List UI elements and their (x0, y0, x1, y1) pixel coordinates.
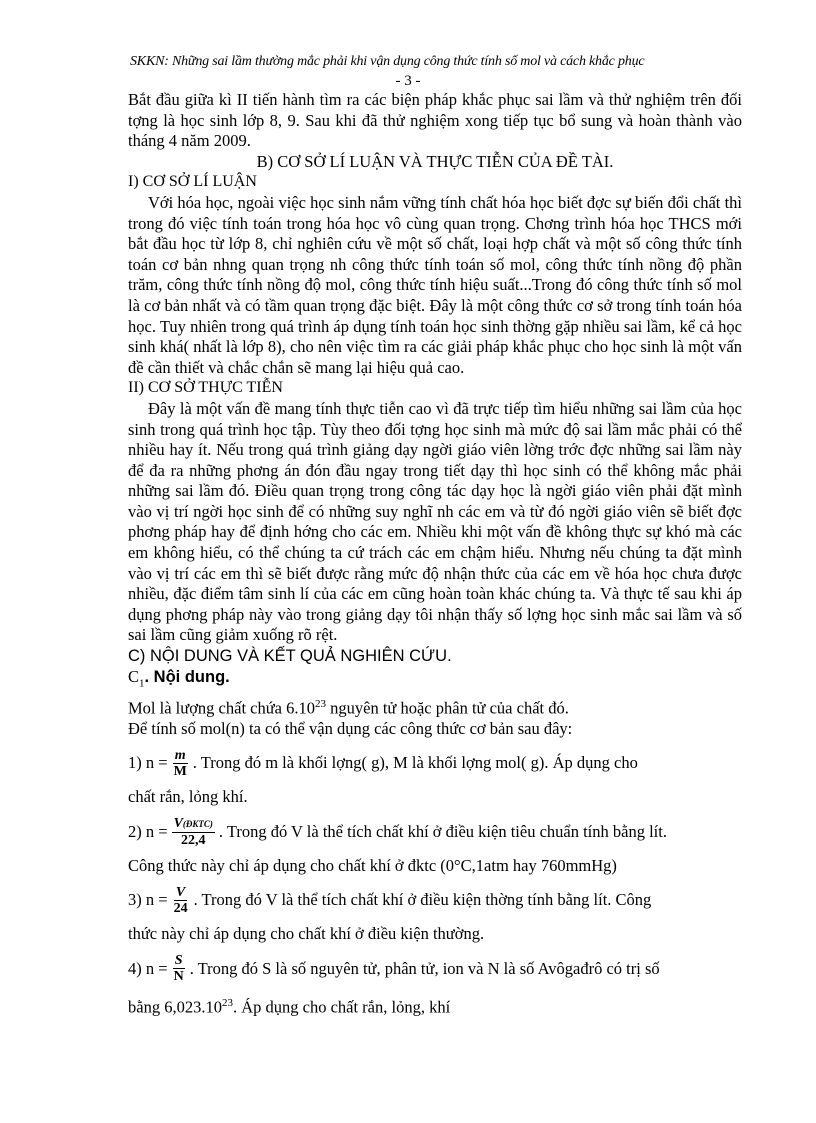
formula-1-lhs: 1) n = (128, 752, 168, 772)
formula-1-numerator: m (174, 747, 186, 763)
page-number: - 3 - (395, 73, 421, 89)
formula-1-fraction (172, 748, 189, 779)
formula-4-fraction (172, 953, 186, 984)
formula-3-numerator: V (175, 884, 186, 900)
formula-3-fraction (172, 885, 190, 916)
formula-3-lhs: 3) n = (128, 890, 168, 910)
mol-definition-exponent: 23 (315, 697, 326, 710)
formula-2 (128, 812, 742, 852)
formula-4 (128, 949, 742, 989)
document-body (128, 90, 742, 1018)
formula-4-denominator: N (173, 969, 184, 985)
formula-4-numerator: S (174, 953, 183, 969)
c1-prefix: C (128, 666, 140, 686)
intro-paragraph: Bắt đầu giữa kì II tiến hành tìm ra các biện pháp khắc phục sai lầm và thử nghiệm trên đối tợng là học sinh lớp 8, 9. Sau khi đã thử nghiệm xong tiếp tục bổ sung và hoàn thành vào tháng 4 năm 2009. (128, 90, 742, 151)
formula-4-description: . Trong đó S là số nguyên tử, phân tử, ion và N là số Avôgađrô có trị số (189, 958, 660, 978)
section-2-heading-text: II) CƠ SỞ THỰC TIỄN (128, 379, 283, 397)
formula-2-lhs: 2) n = (128, 821, 168, 841)
formula-3 (128, 880, 742, 920)
formula-1-description: . Trong đó m là khối lợng( g), M là khối lợng mol( g). Áp dụng cho (192, 752, 638, 772)
mol-definition (128, 694, 742, 719)
section-1-heading-text: I) CƠ SỞ LÍ LUẬN (128, 173, 257, 191)
formula-4-lhs: 4) n = (128, 958, 168, 978)
mol-definition-before: Mol là lượng chất chứa 6.10 (128, 698, 315, 718)
formula-4-cont-exponent: 23 (221, 996, 233, 1009)
formula-3-denominator: 24 (173, 900, 188, 916)
formula-4-continuation (128, 989, 742, 1018)
formula-2-numerator-sub: (ĐKTC) (182, 818, 213, 829)
section-c-heading: C) NỘI DUNG VÀ KẾT QUẢ NGHIÊN CỨU. (128, 647, 452, 666)
section-1-paragraph: Với hóa học, ngoài việc học sinh nắm vững tính chất hóa học biết đợc sự biến đổi chất thì trong đó việc tính toán trong hóa học vô cùng quan trọng. Chơng trình hóa học THCS mới bắt đầu học từ lớp 8, chỉ nghiên cứu về một số chất, loại hợp chất và một số công thức tính toán cơ bản nhng quan trọng nh công thức tính toán số mol, công thức tính nồng độ phần trăm, công thức tính nồng độ mol, công thức tính hiệu suất...Trong đó công thức tính số mol là cơ bản nhất và có tầm quan trọng đặc biệt. Đây là một công thức cơ sở trong tính toán hóa học. Tuy nhiên trong quá trình áp dụng tính toán học sinh thờng gặp nhiều sai lầm, kể cả học sinh khá( nhất là lớp 8), cho nên việc tìm ra các giải pháp khắc phục cho học sinh là một vấn đề cần thiết và chắc chắn sẽ mang lại hiệu quả cao. (128, 192, 742, 377)
running-header: SKKN: Những sai lầm thường mắc phải khi vận dụng công thức tính số mol và cách khắc phục (130, 54, 645, 69)
section-2-heading (128, 378, 742, 399)
formulas-intro: Để tính số mol(n) ta có thể vận dụng các công thức cơ bản sau đây: (128, 718, 573, 738)
formula-1 (128, 743, 742, 783)
formula-4-cont-before: bằng 6,023.10 (128, 997, 222, 1017)
formula-2-denominator: 22,4 (180, 832, 206, 848)
formula-3-description: . Trong đó V là thể tích chất khí ở điều kiện thờng tính bằng lít. Công (193, 890, 652, 910)
formula-2-description: . Trong đó V là thể tích chất khí ở điều kiện tiêu chuẩn tính bằng lít. (218, 821, 667, 841)
formula-2-fraction (172, 816, 215, 848)
c1-subscript: 1 (139, 676, 145, 689)
formula-2-numerator-var: V (173, 815, 183, 831)
formula-2-numerator (172, 816, 215, 833)
c1-heading (128, 667, 742, 694)
section-2-paragraph: Đây là một vấn đề mang tính thực tiễn cao vì đã trực tiếp tìm hiểu những sai lầm của học sinh trong quá trình học tập. Tùy theo đối tợng học sinh mà mức độ sai lầm mắc phải có thể nhiều hay ít. Nếu trong quá trình giảng dạy ngời giáo viên lờng trớc đợc những sai lầm này để đa ra những phơng án đón đầu ngay trong tiết dạy thì học sinh có thể không mắc phải những sai lầm đó. Điều quan trọng trong công tác dạy học là ngời giáo viên phải đặt mình vào vị trí ngời học sinh để có những suy nghĩ nh các em và từ đó ngời giáo viên sẽ biết đợc phơng pháp hay để định hớng cho các em. Nhiều khi một vấn đề không thực sự khó mà các em không hiểu, có thể chúng ta cứ trách các em chậm hiểu. Nhưng nếu chúng ta đặt mình vào vị trí các em thì sẽ biết được rằng mức độ nhận thức của các em về hóa học chưa được nhiều, đặc điểm tâm sinh lí của các em cũng hoàn toàn khác chúng ta. Và thực tế sau khi áp dụng phơng pháp này vào trong giảng dạy tôi nhận thấy số lợng học sinh mắc sai lầm và số sai lầm cũng giảm xuống rõ rệt. (128, 398, 742, 645)
mol-definition-after: nguyên tử hoặc phân tử của chất đó. (326, 698, 569, 718)
section-b-heading: B) CƠ SỞ LÍ LUẬN VÀ THỰC TIỄN CỦA ĐỀ TÀI. (256, 151, 614, 171)
c1-label: . Nội dung. (144, 667, 230, 686)
formula-2-continuation: Công thức này chỉ áp dụng cho chất khí ở đktc (0°C,1atm hay 760mmHg) (128, 855, 617, 875)
formula-1-continuation: chất rắn, lỏng khí. (128, 787, 248, 807)
formula-1-denominator: M (173, 763, 187, 779)
section-1-heading (128, 172, 742, 193)
formula-3-continuation: thức này chỉ áp dụng cho chất khí ở điều kiện thường. (128, 924, 485, 944)
formula-4-cont-after: . Áp dụng cho chất rắn, lỏng, khí (232, 997, 451, 1017)
